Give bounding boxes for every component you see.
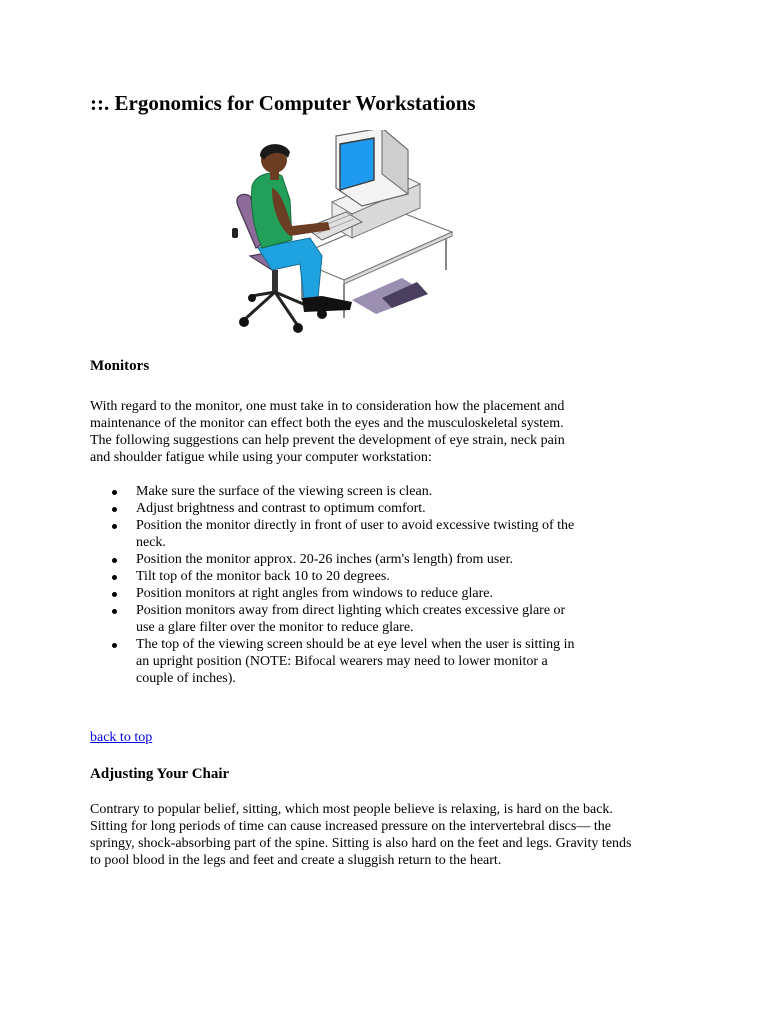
list-item-text: The top of the viewing screen should be at eye level when the user is sitting in	[136, 637, 575, 652]
text-line: to pool blood in the legs and feet and create a sluggish return to the heart.	[90, 853, 502, 868]
list-item	[136, 517, 666, 551]
text-line: and shoulder fatigue while using your computer workstation:	[90, 450, 432, 465]
back-to-top-link[interactable]: back to top	[90, 730, 153, 745]
list-item	[136, 636, 666, 687]
workstation-illustration-icon	[232, 130, 454, 342]
monitor-suggestions-list	[90, 483, 666, 687]
list-item	[136, 483, 666, 500]
list-item-text: Tilt top of the monitor back 10 to 20 degrees.	[136, 569, 390, 584]
list-item-text: neck.	[136, 535, 166, 550]
chair-body	[90, 801, 690, 869]
list-item-text: use a glare filter over the monitor to reduce glare.	[136, 620, 414, 635]
bullet-icon	[112, 507, 117, 512]
text-line: maintenance of the monitor can effect both the eyes and the musculoskeletal system.	[90, 416, 564, 431]
list-item-text: Adjust brightness and contrast to optimum comfort.	[136, 501, 426, 516]
list-item-text: Make sure the surface of the viewing screen is clean.	[136, 484, 433, 499]
list-item	[136, 602, 666, 636]
list-item-text: Position monitors away from direct lighting which creates excessive glare or	[136, 603, 566, 618]
page-title: ::. Ergonomics for Computer Workstations	[90, 91, 476, 115]
text-line: The following suggestions can help prevent the development of eye strain, neck pain	[90, 433, 565, 448]
list-item-text: an upright position (NOTE: Bifocal wearers may need to lower monitor a	[136, 654, 548, 669]
list-item	[136, 568, 666, 585]
bullet-icon	[112, 558, 117, 563]
bullet-icon	[112, 490, 117, 495]
bullet-icon	[112, 524, 117, 529]
adjusting-chair-heading: Adjusting Your Chair	[90, 766, 230, 782]
monitors-intro	[90, 398, 670, 466]
bullet-icon	[112, 643, 117, 648]
text-line: Contrary to popular belief, sitting, which most people believe is relaxing, is hard on the back.	[90, 802, 613, 817]
list-item-text: couple of inches).	[136, 671, 236, 686]
list-item	[136, 551, 666, 568]
text-line: springy, shock-absorbing part of the spine. Sitting is also hard on the feet and legs. Gravity tends	[90, 836, 632, 851]
list-item-text: Position the monitor directly in front of user to avoid excessive twisting of the	[136, 518, 575, 533]
bullet-icon	[112, 609, 117, 614]
list-item	[136, 500, 666, 517]
text-line: With regard to the monitor, one must take in to consideration how the placement and	[90, 399, 565, 414]
list-item-text: Position monitors at right angles from windows to reduce glare.	[136, 586, 493, 601]
list-item-text: Position the monitor approx. 20-26 inches (arm's length) from user.	[136, 552, 513, 567]
text-line: Sitting for long periods of time can cause increased pressure on the intervertebral discs— the	[90, 819, 611, 834]
bullet-icon	[112, 575, 117, 580]
monitors-heading: Monitors	[90, 358, 150, 374]
bullet-icon	[112, 592, 117, 597]
list-item	[136, 585, 666, 602]
